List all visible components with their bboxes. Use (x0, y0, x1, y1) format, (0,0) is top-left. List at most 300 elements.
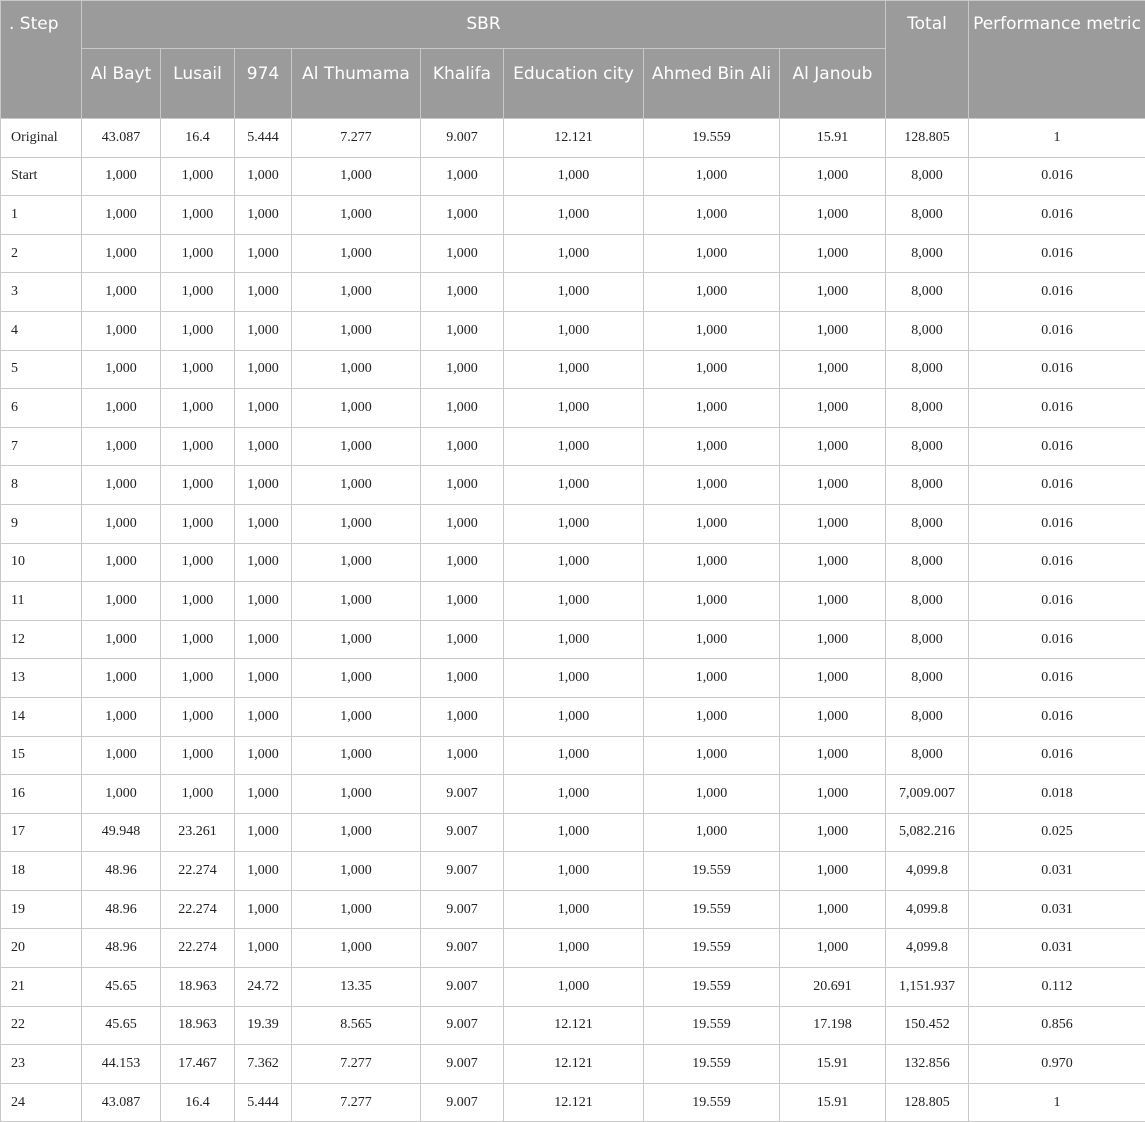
value-cell: 16.4 (161, 1083, 235, 1122)
value-cell: 1,000 (235, 620, 292, 659)
value-cell: 1,000 (780, 890, 886, 929)
value-cell: 1,000 (421, 311, 504, 350)
value-cell: 7.362 (235, 1045, 292, 1084)
value-cell: 9.007 (421, 1006, 504, 1045)
total-cell: 7,009.007 (886, 775, 969, 814)
total-cell: 128.805 (886, 119, 969, 158)
performance-cell: 1 (969, 1083, 1145, 1122)
value-cell: 20.691 (780, 968, 886, 1007)
value-cell: 15.91 (780, 1045, 886, 1084)
value-cell: 1,000 (780, 775, 886, 814)
value-cell: 1,000 (292, 813, 421, 852)
value-cell: 1,000 (644, 697, 780, 736)
value-cell: 13.35 (292, 968, 421, 1007)
value-cell: 12.121 (504, 1006, 644, 1045)
total-cell: 128.805 (886, 1083, 969, 1122)
performance-cell: 0.016 (969, 157, 1145, 196)
total-cell: 132.856 (886, 1045, 969, 1084)
value-cell: 1,000 (235, 543, 292, 582)
value-cell: 1,000 (292, 466, 421, 505)
value-cell: 1,000 (421, 273, 504, 312)
value-cell: 5.444 (235, 119, 292, 158)
value-cell: 1,000 (644, 157, 780, 196)
performance-cell: 0.856 (969, 1006, 1145, 1045)
value-cell: 16.4 (161, 119, 235, 158)
value-cell: 1,000 (780, 157, 886, 196)
step-cell: 3 (1, 273, 82, 312)
total-cell: 8,000 (886, 736, 969, 775)
value-cell: 1,000 (504, 273, 644, 312)
value-cell: 9.007 (421, 813, 504, 852)
value-cell: 1,000 (504, 157, 644, 196)
value-cell: 1,000 (421, 466, 504, 505)
value-cell: 24.72 (235, 968, 292, 1007)
value-cell: 1,000 (421, 234, 504, 273)
value-cell: 43.087 (82, 119, 161, 158)
value-cell: 9.007 (421, 852, 504, 891)
value-cell: 1,000 (161, 659, 235, 698)
table-row (1, 273, 1145, 312)
value-cell: 9.007 (421, 119, 504, 158)
value-cell: 23.261 (161, 813, 235, 852)
total-cell: 5,082.216 (886, 813, 969, 852)
total-cell: 8,000 (886, 311, 969, 350)
value-cell: 1,000 (504, 311, 644, 350)
total-cell: 8,000 (886, 234, 969, 273)
value-cell: 1,000 (780, 273, 886, 312)
step-cell: 15 (1, 736, 82, 775)
value-cell: 1,000 (780, 543, 886, 582)
value-cell: 1,000 (504, 697, 644, 736)
step-cell: 17 (1, 813, 82, 852)
performance-metric-column-header: Performance metric (969, 1, 1145, 119)
stadium-header-education-city: Education city (504, 49, 644, 119)
performance-cell: 0.016 (969, 234, 1145, 273)
value-cell: 48.96 (82, 890, 161, 929)
value-cell: 1,000 (421, 659, 504, 698)
value-cell: 1,000 (292, 697, 421, 736)
value-cell: 1,000 (235, 350, 292, 389)
value-cell: 1,000 (421, 389, 504, 428)
value-cell: 1,000 (235, 234, 292, 273)
stadium-header-al-bayt: Al Bayt (82, 49, 161, 119)
performance-cell: 0.970 (969, 1045, 1145, 1084)
value-cell: 1,000 (292, 196, 421, 235)
performance-cell: 0.016 (969, 273, 1145, 312)
performance-cell: 0.016 (969, 736, 1145, 775)
value-cell: 1,000 (780, 697, 886, 736)
value-cell: 1,000 (421, 504, 504, 543)
total-cell: 8,000 (886, 196, 969, 235)
value-cell: 1,000 (292, 736, 421, 775)
table-row (1, 389, 1145, 428)
value-cell: 22.274 (161, 852, 235, 891)
value-cell: 1,000 (504, 890, 644, 929)
value-cell: 12.121 (504, 1045, 644, 1084)
value-cell: 1,000 (82, 775, 161, 814)
value-cell: 19.559 (644, 119, 780, 158)
value-cell: 19.559 (644, 929, 780, 968)
step-cell: 12 (1, 620, 82, 659)
stadium-header-974: 974 (235, 49, 292, 119)
value-cell: 9.007 (421, 775, 504, 814)
value-cell: 1,000 (235, 157, 292, 196)
value-cell: 1,000 (235, 273, 292, 312)
value-cell: 1,000 (504, 620, 644, 659)
value-cell: 1,000 (82, 504, 161, 543)
value-cell: 1,000 (161, 389, 235, 428)
value-cell: 19.559 (644, 1045, 780, 1084)
value-cell: 1,000 (780, 196, 886, 235)
performance-cell: 0.016 (969, 311, 1145, 350)
stadium-header-khalifa: Khalifa (421, 49, 504, 119)
value-cell: 1,000 (504, 234, 644, 273)
step-cell: 20 (1, 929, 82, 968)
total-cell: 8,000 (886, 273, 969, 312)
performance-cell: 0.016 (969, 659, 1145, 698)
value-cell: 1,000 (235, 311, 292, 350)
total-cell: 8,000 (886, 157, 969, 196)
value-cell: 1,000 (504, 466, 644, 505)
value-cell: 1,000 (504, 968, 644, 1007)
value-cell: 1,000 (82, 311, 161, 350)
performance-cell: 0.112 (969, 968, 1145, 1007)
value-cell: 1,000 (82, 543, 161, 582)
value-cell: 1,000 (644, 196, 780, 235)
value-cell: 1,000 (292, 350, 421, 389)
table-row (1, 929, 1145, 968)
value-cell: 1,000 (292, 157, 421, 196)
value-cell: 7.277 (292, 1045, 421, 1084)
value-cell: 1,000 (235, 582, 292, 621)
value-cell: 1,000 (504, 582, 644, 621)
value-cell: 1,000 (161, 157, 235, 196)
table-row (1, 736, 1145, 775)
performance-cell: 0.016 (969, 697, 1145, 736)
value-cell: 1,000 (504, 350, 644, 389)
value-cell: 1,000 (780, 389, 886, 428)
value-cell: 1,000 (161, 196, 235, 235)
value-cell: 1,000 (235, 929, 292, 968)
table-row (1, 157, 1145, 196)
total-cell: 8,000 (886, 427, 969, 466)
total-cell: 4,099.8 (886, 890, 969, 929)
table-row (1, 1006, 1145, 1045)
value-cell: 1,000 (644, 427, 780, 466)
value-cell: 1,000 (235, 775, 292, 814)
table-row (1, 466, 1145, 505)
performance-cell: 0.016 (969, 620, 1145, 659)
step-cell: Original (1, 119, 82, 158)
value-cell: 1,000 (82, 234, 161, 273)
value-cell: 1,000 (235, 659, 292, 698)
performance-cell: 1 (969, 119, 1145, 158)
value-cell: 1,000 (421, 582, 504, 621)
total-cell: 4,099.8 (886, 929, 969, 968)
step-cell: 24 (1, 1083, 82, 1122)
value-cell: 19.559 (644, 852, 780, 891)
value-cell: 1,000 (82, 196, 161, 235)
total-cell: 1,151.937 (886, 968, 969, 1007)
value-cell: 12.121 (504, 1083, 644, 1122)
value-cell: 44.153 (82, 1045, 161, 1084)
step-cell: 9 (1, 504, 82, 543)
value-cell: 1,000 (644, 736, 780, 775)
value-cell: 1,000 (504, 852, 644, 891)
value-cell: 48.96 (82, 852, 161, 891)
step-cell: 14 (1, 697, 82, 736)
value-cell: 45.65 (82, 1006, 161, 1045)
value-cell: 19.559 (644, 1006, 780, 1045)
table-row (1, 852, 1145, 891)
value-cell: 1,000 (161, 543, 235, 582)
value-cell: 1,000 (421, 736, 504, 775)
value-cell: 7.277 (292, 119, 421, 158)
stadium-header-al-janoub: Al Janoub (780, 49, 886, 119)
value-cell: 1,000 (292, 582, 421, 621)
value-cell: 1,000 (161, 466, 235, 505)
value-cell: 1,000 (421, 427, 504, 466)
step-cell: 4 (1, 311, 82, 350)
step-cell: Start (1, 157, 82, 196)
value-cell: 1,000 (504, 196, 644, 235)
value-cell: 1,000 (780, 234, 886, 273)
value-cell: 1,000 (292, 543, 421, 582)
step-cell: 18 (1, 852, 82, 891)
value-cell: 9.007 (421, 968, 504, 1007)
value-cell: 1,000 (421, 196, 504, 235)
value-cell: 49.948 (82, 813, 161, 852)
value-cell: 1,000 (780, 350, 886, 389)
value-cell: 1,000 (161, 697, 235, 736)
value-cell: 1,000 (292, 389, 421, 428)
value-cell: 9.007 (421, 1083, 504, 1122)
step-cell: 13 (1, 659, 82, 698)
value-cell: 1,000 (161, 350, 235, 389)
value-cell: 22.274 (161, 929, 235, 968)
total-cell: 8,000 (886, 697, 969, 736)
table-row (1, 890, 1145, 929)
value-cell: 8.565 (292, 1006, 421, 1045)
table-row (1, 620, 1145, 659)
performance-cell: 0.016 (969, 582, 1145, 621)
total-cell: 8,000 (886, 620, 969, 659)
value-cell: 1,000 (504, 813, 644, 852)
value-cell: 1,000 (161, 273, 235, 312)
table-row (1, 1045, 1145, 1084)
value-cell: 1,000 (644, 466, 780, 505)
value-cell: 1,000 (780, 582, 886, 621)
sbr-group-header: SBR (82, 1, 886, 49)
total-cell: 8,000 (886, 659, 969, 698)
value-cell: 1,000 (235, 466, 292, 505)
table-body (1, 119, 1145, 1122)
table-row (1, 775, 1145, 814)
value-cell: 9.007 (421, 929, 504, 968)
table-row (1, 968, 1145, 1007)
performance-cell: 0.016 (969, 427, 1145, 466)
value-cell: 1,000 (161, 736, 235, 775)
value-cell: 1,000 (292, 620, 421, 659)
step-cell: 8 (1, 466, 82, 505)
value-cell: 1,000 (161, 582, 235, 621)
value-cell: 1,000 (504, 543, 644, 582)
value-cell: 1,000 (644, 543, 780, 582)
value-cell: 1,000 (644, 620, 780, 659)
performance-cell: 0.016 (969, 196, 1145, 235)
value-cell: 1,000 (82, 620, 161, 659)
table-row (1, 504, 1145, 543)
value-cell: 19.39 (235, 1006, 292, 1045)
value-cell: 1,000 (292, 504, 421, 543)
value-cell: 1,000 (235, 852, 292, 891)
table-row (1, 196, 1145, 235)
value-cell: 1,000 (292, 427, 421, 466)
value-cell: 1,000 (235, 427, 292, 466)
value-cell: 19.559 (644, 1083, 780, 1122)
table-row (1, 697, 1145, 736)
value-cell: 1,000 (504, 659, 644, 698)
value-cell: 1,000 (161, 620, 235, 659)
value-cell: 1,000 (644, 234, 780, 273)
stadium-header-al-thumama: Al Thumama (292, 49, 421, 119)
value-cell: 1,000 (780, 813, 886, 852)
value-cell: 1,000 (82, 389, 161, 428)
step-cell: 6 (1, 389, 82, 428)
performance-cell: 0.018 (969, 775, 1145, 814)
value-cell: 18.963 (161, 1006, 235, 1045)
value-cell: 9.007 (421, 1045, 504, 1084)
step-cell: 7 (1, 427, 82, 466)
value-cell: 1,000 (161, 311, 235, 350)
value-cell: 17.467 (161, 1045, 235, 1084)
value-cell: 1,000 (82, 659, 161, 698)
value-cell: 1,000 (421, 157, 504, 196)
value-cell: 1,000 (504, 736, 644, 775)
value-cell: 1,000 (82, 736, 161, 775)
value-cell: 1,000 (82, 157, 161, 196)
value-cell: 1,000 (504, 504, 644, 543)
step-cell: 5 (1, 350, 82, 389)
value-cell: 1,000 (644, 775, 780, 814)
value-cell: 1,000 (292, 273, 421, 312)
value-cell: 1,000 (82, 697, 161, 736)
value-cell: 1,000 (504, 775, 644, 814)
stadium-header-ahmed-bin-ali: Ahmed Bin Ali (644, 49, 780, 119)
value-cell: 48.96 (82, 929, 161, 968)
value-cell: 1,000 (161, 427, 235, 466)
performance-cell: 0.025 (969, 813, 1145, 852)
value-cell: 1,000 (82, 582, 161, 621)
step-cell: 1 (1, 196, 82, 235)
value-cell: 1,000 (421, 620, 504, 659)
value-cell: 1,000 (292, 929, 421, 968)
value-cell: 1,000 (644, 582, 780, 621)
value-cell: 1,000 (235, 389, 292, 428)
table-row (1, 582, 1145, 621)
value-cell: 1,000 (161, 775, 235, 814)
value-cell: 1,000 (235, 813, 292, 852)
value-cell: 1,000 (292, 890, 421, 929)
step-column-header: . Step (1, 1, 82, 119)
table-row (1, 813, 1145, 852)
table-header (1, 1, 1145, 119)
value-cell: 1,000 (235, 890, 292, 929)
value-cell: 1,000 (780, 466, 886, 505)
performance-cell: 0.031 (969, 890, 1145, 929)
value-cell: 1,000 (235, 736, 292, 775)
value-cell: 22.274 (161, 890, 235, 929)
total-cell: 8,000 (886, 350, 969, 389)
value-cell: 15.91 (780, 119, 886, 158)
step-cell: 23 (1, 1045, 82, 1084)
value-cell: 9.007 (421, 890, 504, 929)
step-cell: 19 (1, 890, 82, 929)
table-row (1, 350, 1145, 389)
value-cell: 1,000 (780, 504, 886, 543)
value-cell: 18.963 (161, 968, 235, 1007)
value-cell: 1,000 (504, 929, 644, 968)
value-cell: 1,000 (644, 813, 780, 852)
value-cell: 1,000 (644, 350, 780, 389)
step-cell: 16 (1, 775, 82, 814)
value-cell: 1,000 (780, 427, 886, 466)
value-cell: 1,000 (235, 196, 292, 235)
value-cell: 1,000 (292, 234, 421, 273)
step-cell: 2 (1, 234, 82, 273)
value-cell: 1,000 (421, 697, 504, 736)
value-cell: 5.444 (235, 1083, 292, 1122)
value-cell: 1,000 (82, 427, 161, 466)
value-cell: 1,000 (161, 504, 235, 543)
performance-cell: 0.031 (969, 852, 1145, 891)
total-cell: 8,000 (886, 504, 969, 543)
value-cell: 1,000 (780, 929, 886, 968)
value-cell: 1,000 (292, 852, 421, 891)
table-row (1, 311, 1145, 350)
total-cell: 8,000 (886, 543, 969, 582)
value-cell: 1,000 (780, 659, 886, 698)
table-row (1, 119, 1145, 158)
value-cell: 1,000 (82, 273, 161, 312)
table-row (1, 427, 1145, 466)
value-cell: 1,000 (82, 466, 161, 505)
performance-cell: 0.016 (969, 389, 1145, 428)
value-cell: 1,000 (235, 504, 292, 543)
value-cell: 1,000 (161, 234, 235, 273)
value-cell: 1,000 (780, 620, 886, 659)
total-column-header: Total (886, 1, 969, 119)
performance-cell: 0.016 (969, 350, 1145, 389)
value-cell: 1,000 (644, 504, 780, 543)
value-cell: 17.198 (780, 1006, 886, 1045)
table-row (1, 659, 1145, 698)
value-cell: 1,000 (421, 350, 504, 389)
value-cell: 1,000 (292, 775, 421, 814)
value-cell: 7.277 (292, 1083, 421, 1122)
table-row (1, 543, 1145, 582)
value-cell: 1,000 (780, 736, 886, 775)
value-cell: 1,000 (235, 697, 292, 736)
performance-cell: 0.031 (969, 929, 1145, 968)
total-cell: 4,099.8 (886, 852, 969, 891)
total-cell: 8,000 (886, 389, 969, 428)
value-cell: 19.559 (644, 968, 780, 1007)
performance-cell: 0.016 (969, 543, 1145, 582)
value-cell: 1,000 (780, 852, 886, 891)
table-row (1, 234, 1145, 273)
total-cell: 150.452 (886, 1006, 969, 1045)
